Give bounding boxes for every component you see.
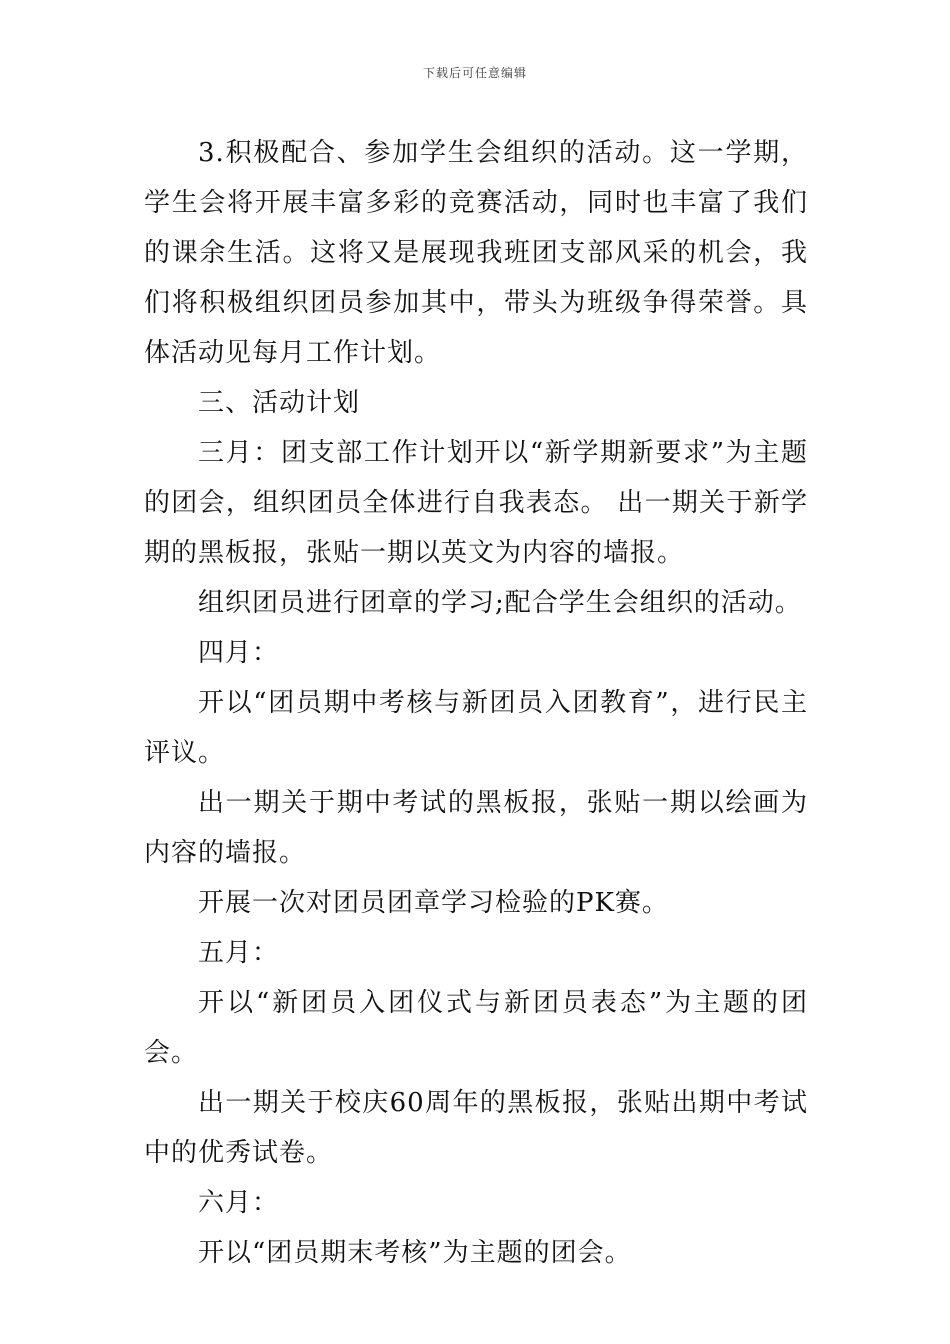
document-body [144, 128, 808, 1278]
page-header: 下载后可任意编辑 [422, 66, 527, 80]
month-heading-june: 六月： [198, 1188, 280, 1218]
paragraph-june-meeting: 开以“团员期末考核”为主题的团会。 [198, 1238, 632, 1268]
paragraph-april-pk: 开展一次对团员团章学习检验的PK赛。 [198, 888, 669, 918]
paragraph-april-meeting: 开以“团员期中考核与新团员入团教育”，进行民主评议。 [144, 688, 808, 768]
month-heading-april: 四月： [198, 638, 280, 668]
paragraph-april-blackboard: 出一期关于期中考试的黑板报，张贴一期以绘画为内容的墙报。 [144, 788, 808, 868]
paragraph-may-blackboard: 出一期关于校庆60周年的黑板报，张贴出期中考试中的优秀试卷。 [144, 1088, 808, 1168]
paragraph-may-meeting: 开以“新团员入团仪式与新团员表态”为主题的团会。 [144, 988, 808, 1068]
month-heading-may: 五月： [198, 938, 280, 968]
paragraph-activity-participation: 3.积极配合、参加学生会组织的活动。这一学期，学生会将开展丰富多彩的竞赛活动，同时也丰富了我们的课余生活。这将又是展现我班团支部风采的机会，我们将积极组织团员参加其中，带头为班级争得荣誉。具体活动见每月工作计划。 [144, 138, 808, 368]
section-heading-activity-plan: 三、活动计划 [198, 388, 361, 418]
paragraph-march-study: 组织团员进行团章的学习;配合学生会组织的活动。 [198, 588, 802, 618]
paragraph-march-plan: 三月：团支部工作计划开以“新学期新要求”为主题的团会，组织团员全体进行自我表态。 出一期关于新学期的黑板报，张贴一期以英文为内容的墙报。 [144, 438, 808, 568]
